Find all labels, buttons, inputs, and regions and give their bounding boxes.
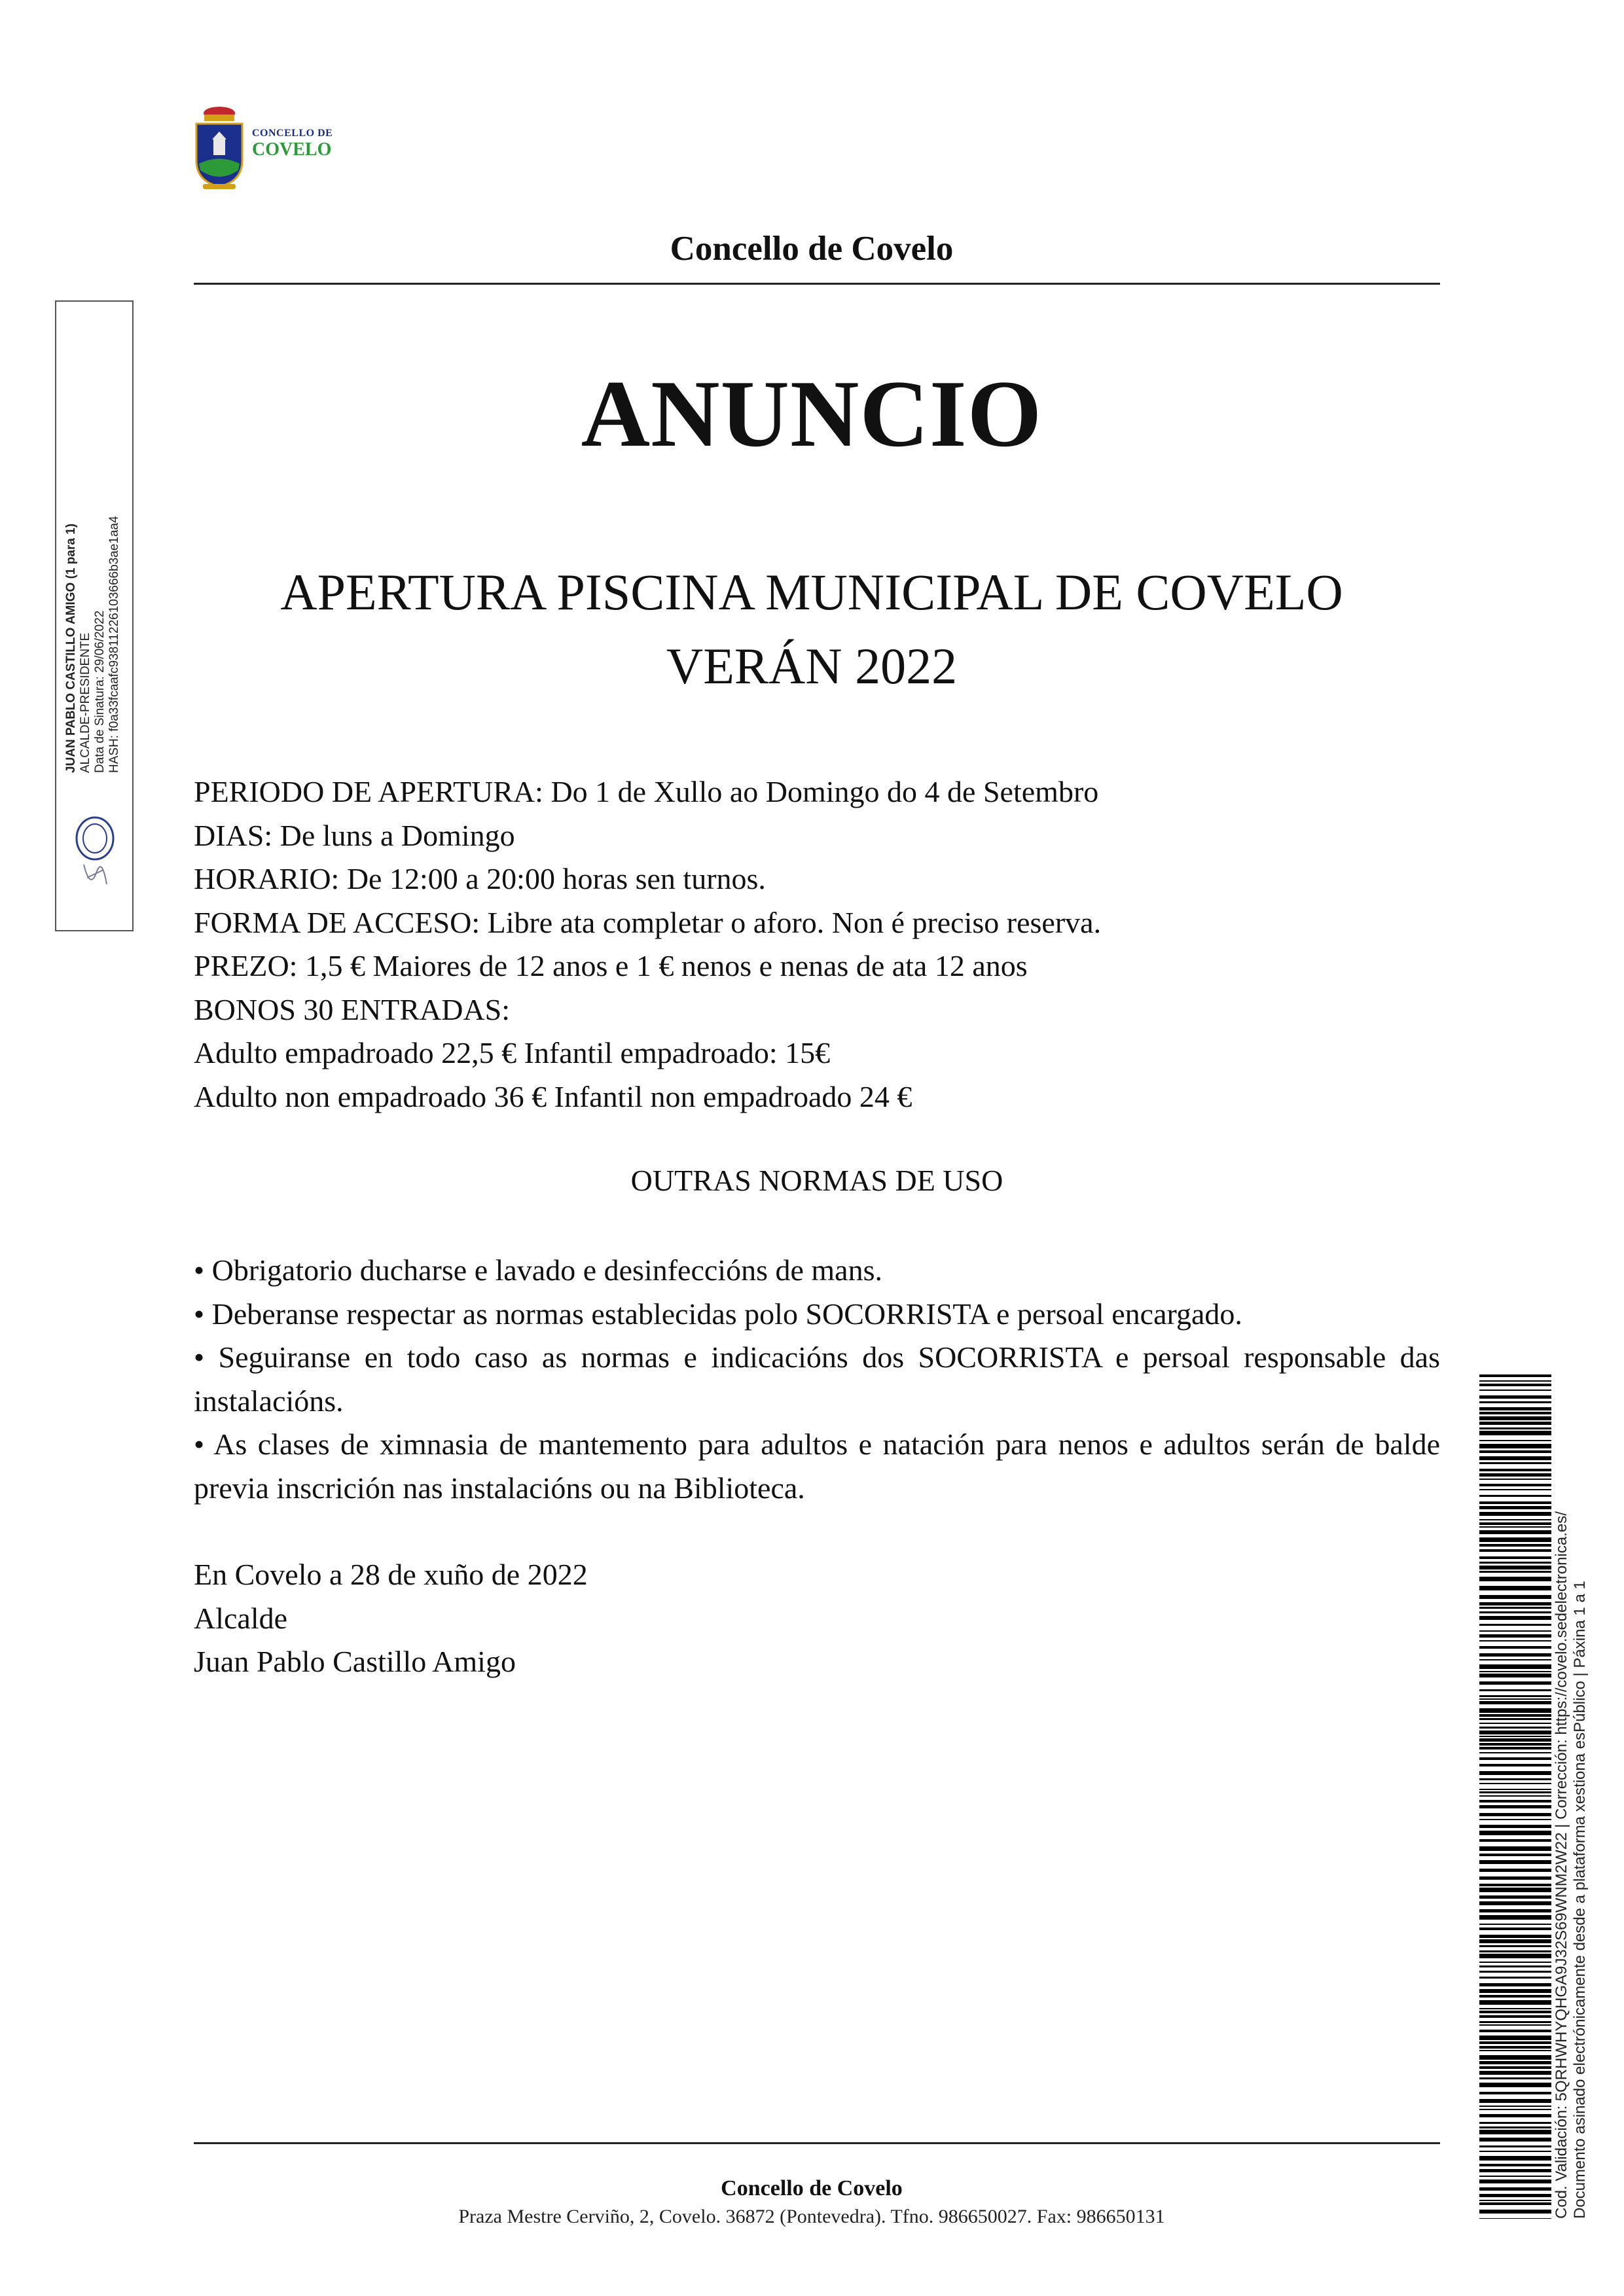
barcode-bar	[1479, 1401, 1551, 1403]
barcode-bar	[1479, 2055, 1551, 2060]
logo-text-name: COVELO	[252, 139, 332, 160]
detail-line: FORMA DE ACCESO: Libre ata completar o aforo. Non é preciso reserva.	[194, 905, 1102, 939]
validation-code: Cod. Validación: 5QRHWHYQHGA9J32S69WNM2W22 | Corrección: https://covelo.sedelectronica.es/	[1553, 1511, 1570, 2219]
barcode-bar	[1479, 1526, 1551, 1528]
rule-item: • Deberanse respectar as normas establecidas polo SOCORRISTA e persoal encargado.	[194, 1297, 1242, 1331]
barcode-bar	[1479, 1939, 1551, 1943]
detail-line: HORARIO: De 12:00 a 20:00 horas sen turnos.	[194, 862, 766, 895]
barcode-bar	[1479, 1695, 1551, 1697]
barcode-bar	[1479, 1945, 1551, 1947]
barcode-bar	[1479, 2077, 1551, 2079]
barcode-bar	[1479, 1771, 1551, 1775]
logo-text-top: CONCELLO DE	[252, 128, 333, 139]
barcode-bar	[1479, 1444, 1551, 1448]
closing-block	[194, 1553, 1440, 1684]
barcode-bar	[1479, 1571, 1551, 1573]
closing-name: Juan Pablo Castillo Amigo	[194, 1645, 516, 1678]
barcode-bar	[1479, 2008, 1551, 2009]
barcode-bar	[1479, 1586, 1551, 1590]
barcode-bar	[1479, 1783, 1551, 1784]
barcode-bar	[1479, 1556, 1551, 1559]
barcode-bar	[1479, 1374, 1551, 1377]
footer-address: Praza Mestre Cerviño, 2, Covelo. 36872 (Pontevedra). Tfno. 986650027. Fax: 986650131	[458, 2206, 1165, 2227]
barcode-bar	[1479, 2156, 1551, 2161]
footer-name: Concello de Covelo	[721, 2176, 903, 2200]
barcode-bar	[1479, 2194, 1551, 2197]
header-title: Concello de Covelo	[670, 230, 954, 268]
page-title: ANUNCIO	[581, 361, 1043, 467]
rules-list	[194, 1249, 1440, 1510]
subtitle	[190, 555, 1434, 703]
barcode-bar	[1479, 1380, 1551, 1382]
rule-item: • As clases de ximnasia de mantemento para adultos e natación para nenos e adultos serán de balde previa inscrición nas instalacións ou na Biblioteca.	[194, 1427, 1440, 1505]
barcode-bar	[1479, 2176, 1551, 2177]
barcode-bar	[1479, 1495, 1551, 1497]
barcode-bar	[1479, 1698, 1551, 1700]
barcode-bar	[1479, 1489, 1551, 1490]
barcode-bar	[1479, 2024, 1551, 2026]
barcode-bar	[1479, 2218, 1551, 2219]
barcode-bar	[1479, 1909, 1551, 1912]
barcode-bar	[1479, 1519, 1551, 1520]
barcode-bar	[1479, 1819, 1551, 1820]
barcode-bar	[1479, 2187, 1551, 2191]
barcode-bar	[1479, 1616, 1551, 1620]
barcode-bar	[1479, 1506, 1551, 1509]
barcode-bar	[1479, 2126, 1551, 2128]
barcode-bar	[1479, 1537, 1551, 1542]
barcode-bar	[1479, 1954, 1551, 1958]
barcode-bar	[1479, 1630, 1551, 1632]
barcode-bar	[1479, 1825, 1551, 1828]
subtitle-line-2: VERÁN 2022	[666, 637, 958, 694]
barcode-bar	[1479, 1860, 1551, 1864]
digital-signature-box	[55, 300, 134, 931]
barcode-bar	[1479, 1440, 1551, 1441]
barcode-bar	[1479, 1624, 1551, 1626]
barcode-bar	[1479, 2210, 1551, 2214]
barcode-bar	[1479, 1431, 1551, 1435]
barcode-bar	[1479, 1646, 1551, 1649]
barcode-bar	[1479, 1983, 1551, 1986]
barcode-bar	[1479, 2041, 1551, 2044]
barcode-bar	[1479, 2169, 1551, 2172]
barcode-bar	[1479, 1701, 1551, 1704]
barcode-bar	[1479, 1456, 1551, 1460]
barcode-bar	[1479, 1805, 1551, 1808]
detail-line: DIAS: De luns a Domingo	[194, 818, 515, 852]
barcode-bar	[1479, 1915, 1551, 1920]
barcode-bar	[1479, 2050, 1551, 2051]
barcode-bar	[1479, 1846, 1551, 1851]
barcode-bar	[1479, 2066, 1551, 2069]
barcode-bar	[1479, 2200, 1551, 2201]
barcode-bar	[1479, 1501, 1551, 1504]
barcode-bar	[1479, 1989, 1551, 1993]
signature-hash: HASH: f0a33fcaafc93811226103666b3ae1aa4	[107, 516, 121, 773]
barcode-bar	[1479, 1671, 1551, 1672]
barcode-bar	[1479, 1412, 1551, 1414]
barcode-bar	[1479, 1995, 1551, 1998]
barcode-bar	[1479, 1971, 1551, 1973]
barcode-bar	[1479, 1928, 1551, 1930]
barcode-bar	[1479, 1577, 1551, 1581]
barcode-bar	[1479, 2130, 1551, 2134]
barcode-bar	[1479, 2114, 1551, 2117]
barcode-bar	[1479, 1935, 1551, 1938]
barcode-bar	[1479, 1607, 1551, 1609]
barcode-bar	[1479, 1895, 1551, 1899]
barcode-bar	[1479, 1479, 1551, 1480]
barcode-bar	[1479, 1924, 1551, 1925]
barcode-bar	[1479, 1789, 1551, 1790]
barcode-bar	[1479, 1634, 1551, 1638]
barcode-bar	[1479, 1795, 1551, 1797]
rule-item: • Obrigatorio ducharse e lavado e desinfeccións de mans.	[194, 1253, 883, 1287]
barcode-bar	[1479, 1884, 1551, 1886]
signature-date: Data de Sinatura: 29/06/2022	[93, 610, 107, 773]
barcode-bar	[1479, 1407, 1551, 1410]
barcode-bar	[1479, 1640, 1551, 1641]
barcode-bar	[1479, 2099, 1551, 2103]
barcode-bar	[1479, 2030, 1551, 2032]
detail-line: Adulto empadroado 22,5 € Infantil empadroado: 15€	[194, 1036, 831, 1069]
barcode-bar	[1479, 1764, 1551, 1767]
barcode-bar	[1479, 1965, 1551, 1967]
barcode-bar	[1479, 2011, 1551, 2013]
barcode-bar	[1479, 2000, 1551, 2005]
barcode-bar	[1479, 1708, 1551, 1713]
barcode-bar	[1479, 1738, 1551, 1742]
barcode-bar	[1479, 1778, 1551, 1780]
rules-heading: OUTRAS NORMAS DE USO	[630, 1164, 1003, 1197]
barcode-bar	[1479, 2122, 1551, 2124]
signature-seal-icon	[71, 812, 119, 897]
barcode-bar	[1479, 1757, 1551, 1760]
barcode-bar	[1479, 1752, 1551, 1753]
barcode-bar	[1479, 2083, 1551, 2087]
barcode-bar	[1479, 2106, 1551, 2107]
barcode-bar	[1479, 2109, 1551, 2110]
rule-item: • Seguiranse en todo caso as normas e indicacións dos SOCORRISTA e persoal responsable das instalacións.	[194, 1340, 1440, 1418]
validation-platform: Documento asinado electrónicamente desde a plataforma xestiona esPúblico | Páxina 1 a 1	[1571, 1581, 1589, 2219]
municipal-logo	[190, 101, 347, 193]
subtitle-line-1: APERTURA PISCINA MUNICIPAL DE COVELO	[280, 564, 1343, 620]
barcode-bar	[1479, 1736, 1551, 1737]
barcode-bar	[1479, 1743, 1551, 1746]
barcode-bar	[1479, 1674, 1551, 1677]
barcode-bar	[1479, 1689, 1551, 1691]
barcode-bar	[1479, 1727, 1551, 1729]
barcode-bar	[1479, 1664, 1551, 1669]
barcode-bar	[1479, 1566, 1551, 1570]
validation-barcode	[1479, 1374, 1551, 2219]
barcode-bar	[1479, 1602, 1551, 1605]
barcode-bar	[1479, 1813, 1551, 1816]
barcode-bar	[1479, 1390, 1551, 1391]
barcode-bar	[1479, 1427, 1551, 1429]
detail-line: BONOS 30 ENTRADAS:	[194, 992, 511, 1026]
barcode-bar	[1479, 1731, 1551, 1734]
barcode-bar	[1479, 2092, 1551, 2094]
barcode-bar	[1479, 1839, 1551, 1842]
barcode-bar	[1479, 1522, 1551, 1525]
barcode-bar	[1479, 1549, 1551, 1552]
barcode-bar	[1479, 1791, 1551, 1793]
barcode-bar	[1479, 1831, 1551, 1835]
opening-details	[194, 770, 1440, 1119]
barcode-bar	[1479, 1422, 1551, 1425]
detail-line: Adulto non empadroado 36 € Infantil non empadroado 24 €	[194, 1079, 912, 1113]
barcode-bar	[1479, 1800, 1551, 1803]
barcode-bar	[1479, 2015, 1551, 2018]
barcode-bar	[1479, 1888, 1551, 1892]
barcode-bar	[1479, 2164, 1551, 2166]
detail-line: PREZO: 1,5 € Maiores de 12 anos e 1 € nenos e nenas de ata 12 anos	[194, 949, 1028, 982]
header-divider	[194, 283, 1440, 285]
barcode-bar	[1479, 1854, 1551, 1856]
barcode-bar	[1479, 2021, 1551, 2023]
barcode-bar	[1479, 2145, 1551, 2147]
barcode-bar	[1479, 1962, 1551, 1963]
barcode-bar	[1479, 1512, 1551, 1516]
barcode-bar	[1479, 1530, 1551, 1534]
closing-role: Alcalde	[194, 1601, 288, 1635]
barcode-bar	[1479, 1462, 1551, 1464]
barcode-bar	[1479, 2202, 1551, 2205]
barcode-bar	[1479, 1869, 1551, 1872]
barcode-bar	[1479, 2061, 1551, 2064]
barcode-bar	[1479, 1469, 1551, 1471]
barcode-bar	[1479, 1977, 1551, 1979]
barcode-bar	[1479, 1484, 1551, 1486]
barcode-bar	[1479, 2179, 1551, 2183]
barcode-bar	[1479, 1653, 1551, 1657]
barcode-bar	[1479, 2036, 1551, 2040]
detail-line: PERIODO DE APERTURA: Do 1 de Xullo ao Domingo do 4 de Setembro	[194, 775, 1099, 808]
signature-position: ALCALDE-PRESIDENTE	[79, 632, 92, 773]
barcode-bar	[1479, 1562, 1551, 1564]
barcode-bar	[1479, 2071, 1551, 2075]
barcode-bar	[1479, 1450, 1551, 1453]
footer-divider	[194, 2142, 1440, 2144]
barcode-bar	[1479, 1714, 1551, 1717]
closing-place-date: En Covelo a 28 de xuño de 2022	[194, 1558, 588, 1591]
barcode-bar	[1479, 1544, 1551, 1547]
barcode-bar	[1479, 1384, 1551, 1386]
barcode-bar	[1479, 1395, 1551, 1399]
barcode-bar	[1479, 1901, 1551, 1905]
barcode-bar	[1479, 1659, 1551, 1660]
barcode-bar	[1479, 1416, 1551, 1420]
barcode-bar	[1479, 1718, 1551, 1720]
barcode-bar	[1479, 1876, 1551, 1880]
barcode-bar	[1479, 1747, 1551, 1749]
barcode-bar	[1479, 1681, 1551, 1685]
barcode-bar	[1479, 1595, 1551, 1599]
signature-signer: JUAN PABLO CASTILLO AMIGO (1 para 1)	[64, 523, 78, 773]
barcode-bar	[1479, 1723, 1551, 1724]
barcode-bar	[1479, 1611, 1551, 1613]
barcode-bar	[1479, 2138, 1551, 2142]
coat-of-arms-icon	[190, 101, 249, 193]
barcode-bar	[1479, 1950, 1551, 1952]
barcode-bar	[1479, 2046, 1551, 2049]
barcode-bar	[1479, 1473, 1551, 1477]
barcode-bar	[1479, 2151, 1551, 2152]
